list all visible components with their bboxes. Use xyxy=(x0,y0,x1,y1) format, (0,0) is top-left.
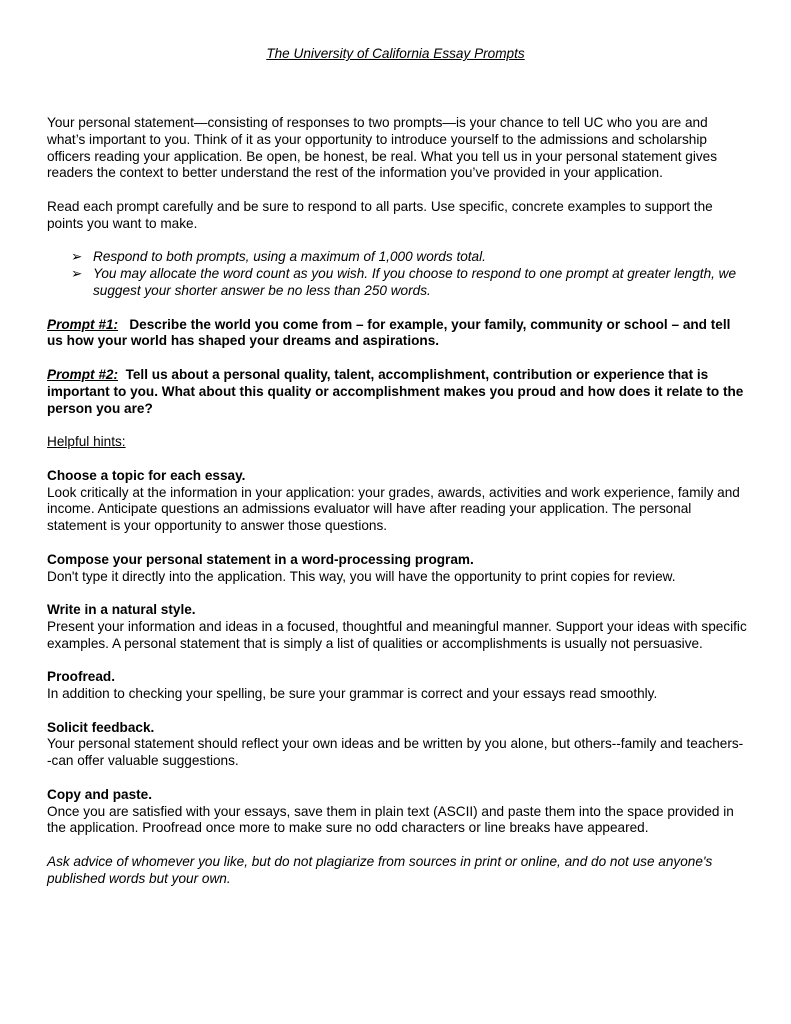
hint-text: Don't type it directly into the application. This way, you will have the opportunity to print copies for review. xyxy=(47,568,676,584)
list-item xyxy=(47,266,747,300)
closing-note: Ask advice of whomever you like, but do not plagiarize from sources in print or online, and do not use anyone's published words but your own. xyxy=(47,854,713,886)
hint-copy-paste xyxy=(47,787,747,837)
hint-title: Write in a natural style. xyxy=(47,602,196,618)
prompt-2-label: Prompt #2: xyxy=(47,366,119,382)
hint-choose-topic xyxy=(47,468,747,535)
list-item xyxy=(47,249,747,266)
requirements-list xyxy=(47,249,747,299)
prompt-2-text: Tell us about a personal quality, talent, accomplishment, contribution or experience that is important to you. What about this quality or accomplishment makes you proud and how does it relate to the person you are? xyxy=(47,366,744,416)
hint-title: Proofread. xyxy=(47,669,115,685)
document-body xyxy=(47,115,747,888)
hint-title: Compose your personal statement in a word-processing program. xyxy=(47,551,474,567)
arrow-bullet-icon: ➢ xyxy=(71,249,83,265)
arrow-bullet-icon: ➢ xyxy=(71,266,83,282)
prompt-1-label: Prompt #1: xyxy=(47,316,119,332)
prompt-2 xyxy=(47,367,747,417)
prompt-1 xyxy=(47,317,747,351)
hints-heading: Helpful hints: xyxy=(47,434,126,450)
hint-word-processing xyxy=(47,552,747,586)
document-title: The University of California Essay Prompts xyxy=(266,46,525,61)
prompt-1-text: Describe the world you come from – for example, your family, community or school – and tell us how your world has shaped your dreams and aspirations. xyxy=(47,316,731,349)
list-item-text: You may allocate the word count as you wish. If you choose to respond to one prompt at greater length, we suggest your shorter answer be no less than 250 words. xyxy=(93,266,737,298)
hint-feedback xyxy=(47,720,747,770)
intro-paragraph: Your personal statement—consisting of responses to two prompts—is your chance to tell UC who you are and what’s important to you. Think of it as your opportunity to introduce yourself to the admissions and scholarship officers reading your application. Be open, be honest, be real. What you tell us in your personal statement gives readers the context to better understand the rest of the information you’ve provided in your application. xyxy=(47,115,718,181)
hint-text: Present your information and ideas in a focused, thoughtful and meaningful manner. Support your ideas with specific examples. A personal statement that is simply a list of qualities or accomplishments is usually not persuasive. xyxy=(47,618,747,651)
hint-proofread xyxy=(47,669,747,703)
list-item-text: Respond to both prompts, using a maximum of 1,000 words total. xyxy=(93,249,486,265)
hint-text: In addition to checking your spelling, be sure your grammar is correct and your essays read smoothly. xyxy=(47,686,658,702)
hint-natural-style xyxy=(47,602,747,652)
hint-title: Solicit feedback. xyxy=(47,719,155,735)
instructions-paragraph: Read each prompt carefully and be sure to respond to all parts. Use specific, concrete examples to support the points you want to make. xyxy=(47,198,713,231)
hint-text: Look critically at the information in your application: your grades, awards, activities and work experience, family and income. Anticipate questions an admissions evaluator will have after reading your application. The personal statement is your opportunity to answer those questions. xyxy=(47,484,740,534)
hint-text: Your personal statement should reflect your own ideas and be written by you alone, but others--family and teachers--can offer valuable suggestions. xyxy=(47,736,744,769)
hint-title: Choose a topic for each essay. xyxy=(47,467,246,483)
hint-title: Copy and paste. xyxy=(47,786,152,802)
hint-text: Once you are satisfied with your essays, save them in plain text (ASCII) and paste them into the space provided in the application. Proofread once more to make sure no odd characters or line breaks have appeared. xyxy=(47,803,734,836)
